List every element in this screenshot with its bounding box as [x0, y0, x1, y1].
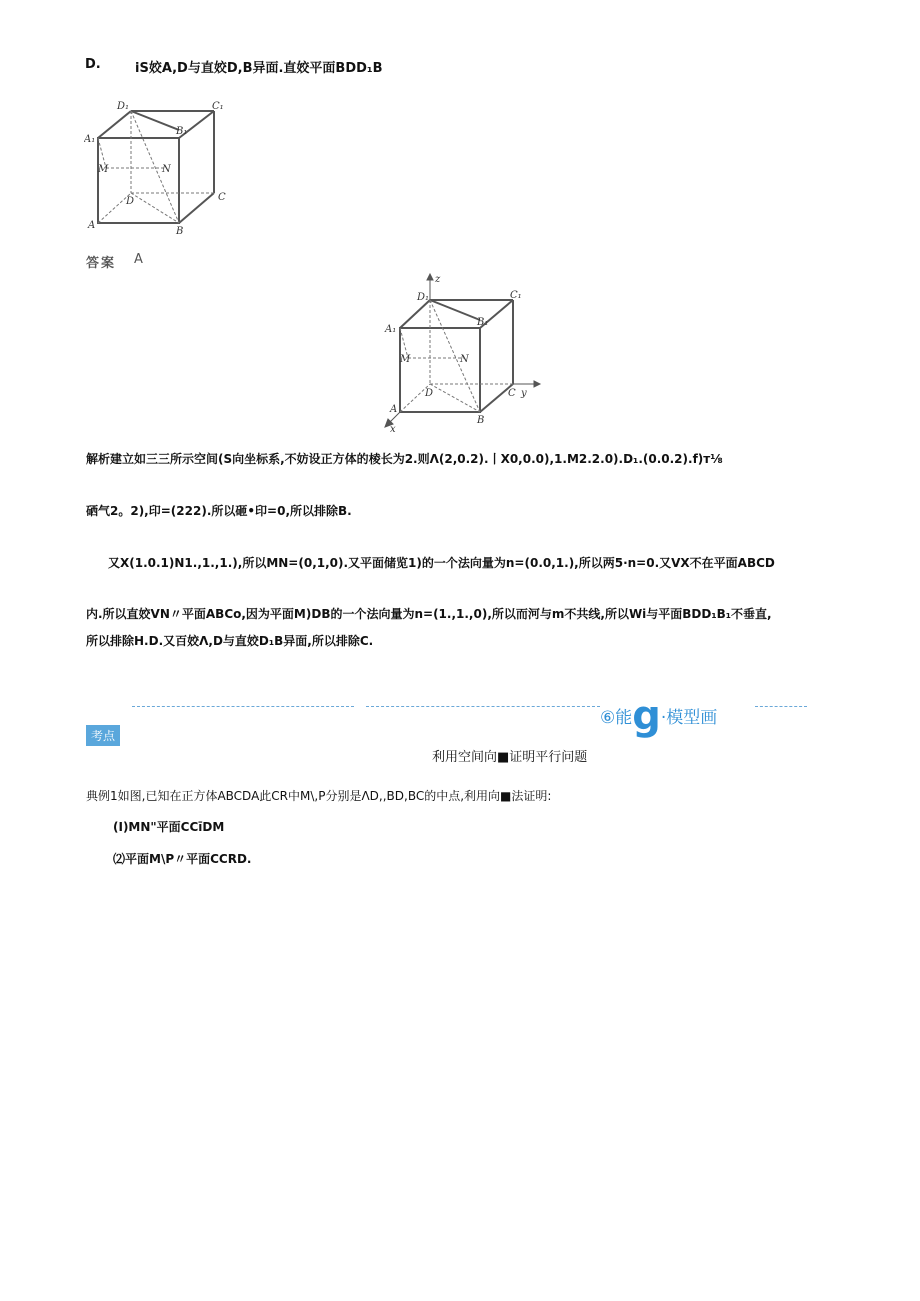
fig1-label-c1: C₁ [212, 101, 224, 112]
answer-label: 答案 [86, 256, 117, 271]
option-text: iS姣A,D与直姣D,B异面.直姣平面BDD₁B [135, 61, 383, 76]
fig2-label-a: A [390, 404, 398, 415]
solution-line-5: 所以排除H.D.又百姣Λ,D与直姣D₁B异面,所以排除C. [86, 634, 374, 648]
solution-line-3: 又X(1.0.1)N1.,1.,1.),所以MN=(0,1,0).又平面储览1)的一个法向量为n=(0.0,1.),所以两5·n=0.又VX不在平面ABCD [108, 556, 775, 570]
topic-title: 利用空间向■证明平行问题 [432, 750, 588, 765]
topic-badge: 考点 [86, 725, 120, 746]
fig1-label-d: D [126, 196, 135, 207]
solution-line-1: 解析建立如三三所示空间(S向坐标系,不妨设正方体的棱长为2.则Λ(2,0.2).丨X0,0.0),1.M2.2.0).D₁.(0.0.2).f)т⅛ [86, 452, 723, 466]
fig1-label-c: C [218, 192, 226, 203]
example-part-2: ⑵平面M\P〃平面CCRD. [113, 852, 252, 866]
option-letter: D. [85, 57, 101, 72]
example-intro: 典例1如图,已知在正方体ABCDA此CR中M\,P分别是ΛD,,BD,BC的中点,利用向■法证明: [86, 789, 552, 803]
fig2-label-a1: A₁ [385, 324, 397, 335]
fig1-label-a1: A₁ [84, 134, 96, 145]
fig1-label-a: A [88, 220, 96, 231]
section-suffix: ·模型画 [660, 708, 718, 728]
section-big-letter: g [632, 693, 661, 739]
fig2-label-b: B [477, 415, 485, 426]
solution-line-4: 内.所以直姣VN〃平面ABCo,因为平面M)DB的一个法向量为n=(1.,1.,0),所以而河与m不共线,所以Wi与平面BDD₁B₁不垂直, [86, 607, 772, 621]
fig2-label-b1: B₁ [477, 317, 489, 328]
section-heading [600, 690, 718, 739]
fig2-label-n: N [460, 354, 469, 365]
fig1-label-b1: B₁ [176, 126, 188, 137]
cube-figure-2 [380, 272, 545, 432]
answer-value: A [134, 252, 143, 267]
fig2-label-d1: D₁ [417, 292, 430, 303]
fig2-label-m: M [400, 354, 411, 365]
fig1-label-m: M [98, 164, 109, 175]
fig2-label-d: D [425, 388, 434, 399]
fig1-label-d1: D₁ [117, 101, 130, 112]
divider-right [755, 706, 807, 707]
divider-mid [366, 706, 600, 707]
fig2-label-z: z [435, 274, 441, 285]
fig2-label-x: x [390, 424, 396, 432]
fig2-label-c1: C₁ [510, 290, 522, 301]
divider-left [132, 706, 354, 707]
fig1-label-n: N [162, 164, 171, 175]
fig2-label-c: C [508, 388, 516, 399]
fig2-label-y: y [521, 388, 527, 399]
solution-line-2: 硒气2。2),印=(222).所以砸•印=0,所以排除B. [86, 504, 352, 518]
fig1-label-b: B [176, 226, 184, 237]
section-prefix: ⑥能 [600, 708, 633, 728]
cube-figure-1 [84, 96, 234, 241]
example-part-1: (I)MN"平面CCīDM [113, 820, 225, 834]
